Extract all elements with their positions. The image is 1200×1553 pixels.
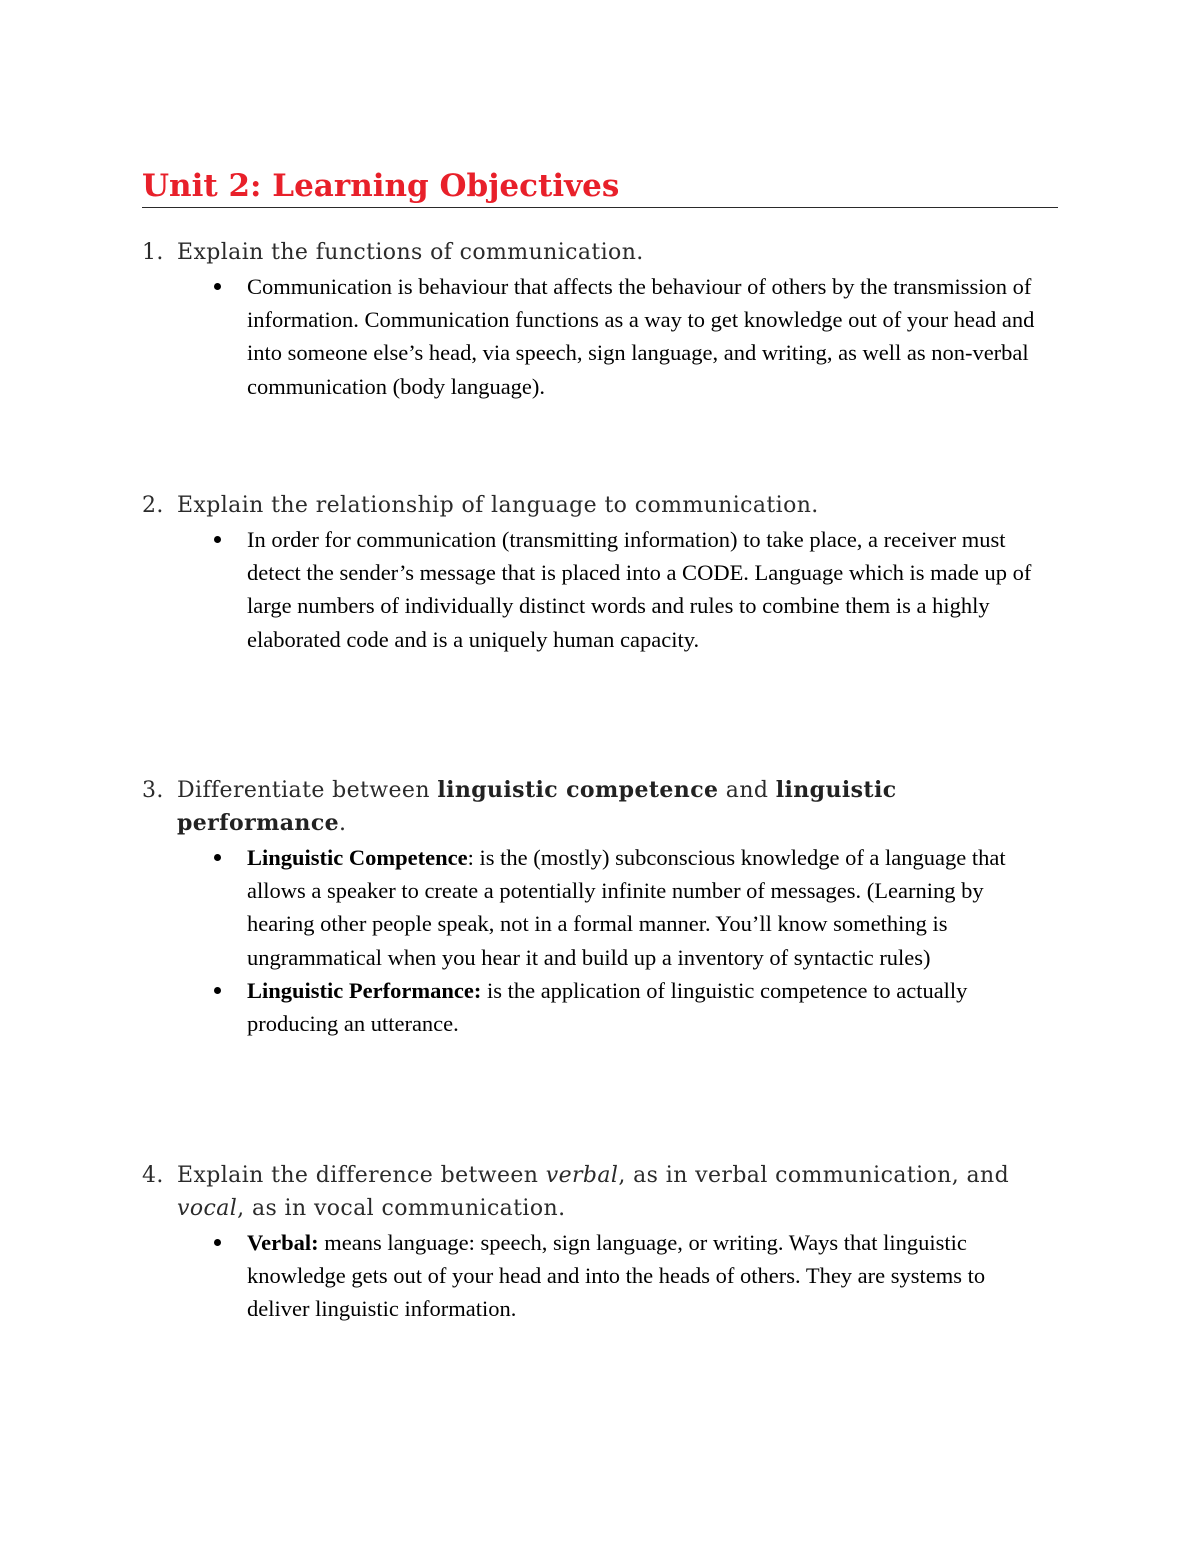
bullet-list bbox=[142, 1226, 1058, 1326]
document-title: Unit 2: Learning Objectives bbox=[142, 166, 1058, 208]
bullet-text: In order for communication (transmitting information) to take place, a receiver must detect the sender’s message that is placed into a CODE. Language which is made up of large numbers of individually distinct words and rules to combine them is a highly elaborated code and is a uniquely human capacity. bbox=[247, 527, 1032, 652]
bullet-list bbox=[142, 841, 1058, 1040]
bullet-list bbox=[142, 523, 1058, 656]
bullet-term: Linguistic Competence bbox=[247, 845, 468, 870]
question-emphasis: vocal bbox=[177, 1196, 238, 1221]
bullet-item bbox=[142, 1226, 1058, 1326]
bullet-icon bbox=[214, 1239, 221, 1246]
question-text-part: and bbox=[718, 778, 776, 803]
objective-question bbox=[142, 236, 1058, 269]
objective-number: 4. bbox=[142, 1163, 164, 1188]
objective-2 bbox=[142, 489, 1058, 656]
objective-number: 2. bbox=[142, 493, 164, 518]
bullet-item bbox=[142, 974, 1058, 1040]
bullet-text: Communication is behaviour that affects the behaviour of others by the transmission of information. Communication functions as a way to get knowledge out of your head and into someone else’s head, via speech, sign language, and writing, as well as non-verbal communication (body language). bbox=[247, 274, 1035, 399]
objective-1 bbox=[142, 236, 1058, 403]
objective-question bbox=[142, 489, 1058, 522]
question-emphasis: linguistic performance bbox=[177, 777, 897, 836]
question-text-part: Differentiate between bbox=[177, 778, 438, 803]
bullet-item bbox=[142, 841, 1058, 974]
bullet-icon bbox=[214, 536, 221, 543]
bullet-icon bbox=[214, 283, 221, 290]
question-text-part: , as in vocal communication. bbox=[237, 1196, 566, 1221]
question-text-part: . bbox=[339, 811, 347, 836]
bullet-text: : is the (mostly) subconscious knowledge of a language that allows a speaker to create a potentially infinite number of messages. (Learning by hearing other people speak, not in a formal manner. You’ll know something is ungrammatical when you hear it and build up a inventory of syntactic rules) bbox=[247, 845, 1006, 970]
question-emphasis: linguistic competence bbox=[437, 777, 719, 803]
objective-question bbox=[142, 774, 1058, 840]
bullet-term: Linguistic Performance: bbox=[247, 977, 482, 1003]
bullet-list bbox=[142, 270, 1058, 403]
question-text: Explain the functions of communication. bbox=[177, 240, 644, 265]
bullet-item bbox=[142, 270, 1058, 403]
bullet-icon bbox=[214, 854, 221, 861]
bullet-item bbox=[142, 523, 1058, 656]
objective-4 bbox=[142, 1159, 1058, 1326]
question-emphasis: verbal bbox=[545, 1163, 619, 1188]
question-text: Explain the relationship of language to communication. bbox=[177, 493, 819, 518]
objective-number: 1. bbox=[142, 240, 164, 265]
bullet-text: is the application of linguistic competence to actually producing an utterance. bbox=[247, 977, 968, 1037]
objective-number: 3. bbox=[142, 778, 164, 803]
bullet-text: means language: speech, sign language, or writing. Ways that linguistic knowledge gets out of your head and into the heads of others. They are systems to deliver linguistic information. bbox=[247, 1230, 986, 1322]
question-text-part: , as in verbal communication, and bbox=[618, 1163, 1010, 1188]
question-text-part: Explain the difference between bbox=[177, 1163, 546, 1188]
bullet-icon bbox=[214, 987, 221, 994]
bullet-term: Verbal: bbox=[247, 1230, 319, 1255]
objective-question bbox=[142, 1159, 1058, 1225]
objective-3 bbox=[142, 774, 1058, 1040]
